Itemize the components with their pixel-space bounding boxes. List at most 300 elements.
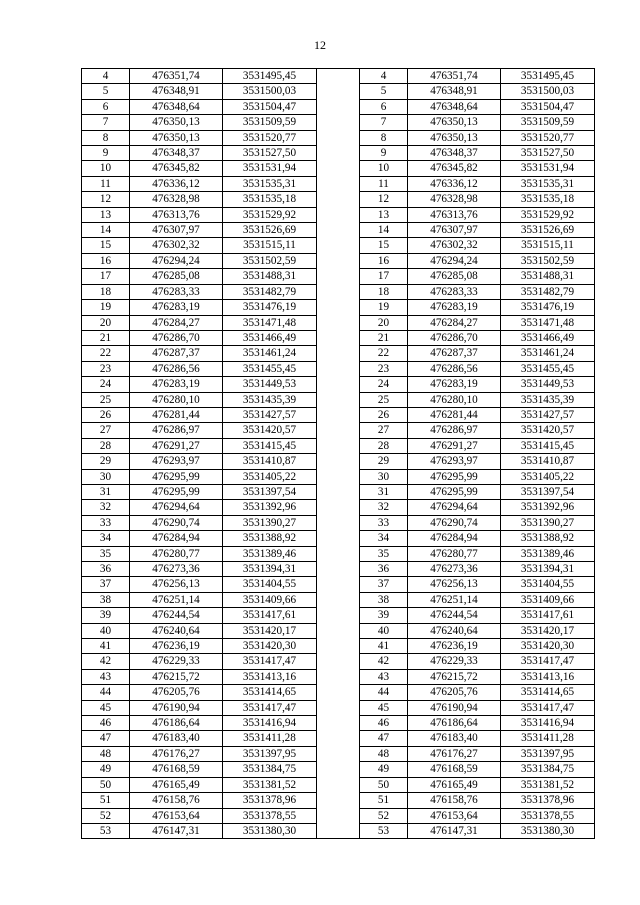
column-gap [317, 330, 360, 345]
left-x-coordinate-cell: 476280,10 [130, 392, 223, 407]
right-y-coordinate-cell: 3531380,30 [501, 823, 595, 838]
left-y-coordinate-cell: 3531405,22 [223, 469, 317, 484]
column-gap [317, 176, 360, 191]
table-row [82, 284, 595, 299]
left-x-coordinate-cell: 476281,44 [130, 407, 223, 422]
left-point-number-cell: 11 [82, 176, 130, 191]
left-point-number-cell: 16 [82, 253, 130, 268]
column-gap [317, 623, 360, 638]
right-x-coordinate-cell: 476147,31 [408, 823, 501, 838]
left-y-coordinate-cell: 3531527,50 [223, 146, 317, 161]
left-x-coordinate-cell: 476256,13 [130, 577, 223, 592]
right-x-coordinate-cell: 476283,33 [408, 284, 501, 299]
left-x-coordinate-cell: 476328,98 [130, 192, 223, 207]
left-x-coordinate-cell: 476153,64 [130, 808, 223, 823]
right-x-coordinate-cell: 476294,64 [408, 500, 501, 515]
left-point-number-cell: 20 [82, 315, 130, 330]
table-row [82, 515, 595, 530]
left-y-coordinate-cell: 3531416,94 [223, 716, 317, 731]
right-point-number-cell: 38 [360, 592, 408, 607]
right-y-coordinate-cell: 3531529,92 [501, 207, 595, 222]
left-x-coordinate-cell: 476302,32 [130, 238, 223, 253]
column-gap [317, 685, 360, 700]
column-gap [317, 84, 360, 99]
right-x-coordinate-cell: 476283,19 [408, 377, 501, 392]
left-point-number-cell: 29 [82, 454, 130, 469]
right-point-number-cell: 13 [360, 207, 408, 222]
right-point-number-cell: 30 [360, 469, 408, 484]
left-point-number-cell: 23 [82, 361, 130, 376]
left-x-coordinate-cell: 476284,27 [130, 315, 223, 330]
table-row [82, 716, 595, 731]
left-x-coordinate-cell: 476295,99 [130, 469, 223, 484]
table-row [82, 192, 595, 207]
left-x-coordinate-cell: 476190,94 [130, 700, 223, 715]
column-gap [317, 762, 360, 777]
left-y-coordinate-cell: 3531415,45 [223, 438, 317, 453]
column-gap [317, 592, 360, 607]
right-y-coordinate-cell: 3531410,87 [501, 454, 595, 469]
right-y-coordinate-cell: 3531378,96 [501, 793, 595, 808]
column-gap [317, 639, 360, 654]
right-x-coordinate-cell: 476287,37 [408, 346, 501, 361]
page-number: 12 [314, 38, 326, 52]
left-y-coordinate-cell: 3531414,65 [223, 685, 317, 700]
right-x-coordinate-cell: 476294,24 [408, 253, 501, 268]
column-gap [317, 192, 360, 207]
right-x-coordinate-cell: 476186,64 [408, 716, 501, 731]
right-x-coordinate-cell: 476251,14 [408, 592, 501, 607]
table-row [82, 315, 595, 330]
right-point-number-cell: 34 [360, 531, 408, 546]
column-gap [317, 207, 360, 222]
right-x-coordinate-cell: 476284,27 [408, 315, 501, 330]
left-y-coordinate-cell: 3531378,96 [223, 793, 317, 808]
right-x-coordinate-cell: 476236,19 [408, 639, 501, 654]
right-y-coordinate-cell: 3531461,24 [501, 346, 595, 361]
left-x-coordinate-cell: 476336,12 [130, 176, 223, 191]
right-y-coordinate-cell: 3531409,66 [501, 592, 595, 607]
right-x-coordinate-cell: 476350,13 [408, 115, 501, 130]
right-y-coordinate-cell: 3531420,17 [501, 623, 595, 638]
left-point-number-cell: 36 [82, 562, 130, 577]
left-y-coordinate-cell: 3531397,54 [223, 484, 317, 499]
left-y-coordinate-cell: 3531526,69 [223, 223, 317, 238]
right-y-coordinate-cell: 3531413,16 [501, 669, 595, 684]
right-y-coordinate-cell: 3531495,45 [501, 69, 595, 84]
right-y-coordinate-cell: 3531405,22 [501, 469, 595, 484]
right-y-coordinate-cell: 3531515,11 [501, 238, 595, 253]
left-point-number-cell: 6 [82, 99, 130, 114]
right-point-number-cell: 10 [360, 161, 408, 176]
table-row [82, 223, 595, 238]
right-y-coordinate-cell: 3531466,49 [501, 330, 595, 345]
left-point-number-cell: 18 [82, 284, 130, 299]
right-x-coordinate-cell: 476240,64 [408, 623, 501, 638]
left-y-coordinate-cell: 3531420,17 [223, 623, 317, 638]
right-x-coordinate-cell: 476348,64 [408, 99, 501, 114]
left-x-coordinate-cell: 476307,97 [130, 223, 223, 238]
right-x-coordinate-cell: 476244,54 [408, 608, 501, 623]
right-x-coordinate-cell: 476273,36 [408, 562, 501, 577]
left-point-number-cell: 31 [82, 484, 130, 499]
left-point-number-cell: 21 [82, 330, 130, 345]
left-point-number-cell: 53 [82, 823, 130, 838]
right-y-coordinate-cell: 3531504,47 [501, 99, 595, 114]
right-point-number-cell: 12 [360, 192, 408, 207]
left-x-coordinate-cell: 476165,49 [130, 777, 223, 792]
right-x-coordinate-cell: 476345,82 [408, 161, 501, 176]
left-point-number-cell: 12 [82, 192, 130, 207]
column-gap [317, 361, 360, 376]
right-y-coordinate-cell: 3531404,55 [501, 577, 595, 592]
right-y-coordinate-cell: 3531388,92 [501, 531, 595, 546]
right-point-number-cell: 47 [360, 731, 408, 746]
right-x-coordinate-cell: 476350,13 [408, 130, 501, 145]
table-row [82, 423, 595, 438]
right-point-number-cell: 26 [360, 407, 408, 422]
table-row [82, 146, 595, 161]
right-point-number-cell: 16 [360, 253, 408, 268]
right-point-number-cell: 43 [360, 669, 408, 684]
column-gap [317, 793, 360, 808]
left-y-coordinate-cell: 3531482,79 [223, 284, 317, 299]
right-y-coordinate-cell: 3531397,95 [501, 746, 595, 761]
column-gap [317, 438, 360, 453]
right-y-coordinate-cell: 3531417,47 [501, 700, 595, 715]
table-row [82, 330, 595, 345]
right-point-number-cell: 9 [360, 146, 408, 161]
right-x-coordinate-cell: 476348,91 [408, 84, 501, 99]
left-y-coordinate-cell: 3531529,92 [223, 207, 317, 222]
right-y-coordinate-cell: 3531417,47 [501, 654, 595, 669]
left-point-number-cell: 27 [82, 423, 130, 438]
left-x-coordinate-cell: 476251,14 [130, 592, 223, 607]
column-gap [317, 716, 360, 731]
column-gap [317, 223, 360, 238]
left-point-number-cell: 43 [82, 669, 130, 684]
left-x-coordinate-cell: 476283,19 [130, 377, 223, 392]
right-y-coordinate-cell: 3531476,19 [501, 300, 595, 315]
right-point-number-cell: 40 [360, 623, 408, 638]
right-point-number-cell: 42 [360, 654, 408, 669]
table-row [82, 130, 595, 145]
right-point-number-cell: 50 [360, 777, 408, 792]
left-point-number-cell: 22 [82, 346, 130, 361]
right-x-coordinate-cell: 476313,76 [408, 207, 501, 222]
right-point-number-cell: 19 [360, 300, 408, 315]
left-y-coordinate-cell: 3531476,19 [223, 300, 317, 315]
right-x-coordinate-cell: 476328,98 [408, 192, 501, 207]
left-x-coordinate-cell: 476313,76 [130, 207, 223, 222]
left-x-coordinate-cell: 476293,97 [130, 454, 223, 469]
right-y-coordinate-cell: 3531414,65 [501, 685, 595, 700]
right-point-number-cell: 45 [360, 700, 408, 715]
left-y-coordinate-cell: 3531495,45 [223, 69, 317, 84]
left-x-coordinate-cell: 476215,72 [130, 669, 223, 684]
column-gap [317, 608, 360, 623]
column-gap [317, 130, 360, 145]
right-y-coordinate-cell: 3531520,77 [501, 130, 595, 145]
left-x-coordinate-cell: 476176,27 [130, 746, 223, 761]
left-x-coordinate-cell: 476147,31 [130, 823, 223, 838]
left-y-coordinate-cell: 3531455,45 [223, 361, 317, 376]
right-x-coordinate-cell: 476153,64 [408, 808, 501, 823]
column-gap [317, 562, 360, 577]
right-y-coordinate-cell: 3531394,31 [501, 562, 595, 577]
table-row [82, 762, 595, 777]
left-x-coordinate-cell: 476240,64 [130, 623, 223, 638]
left-x-coordinate-cell: 476290,74 [130, 515, 223, 530]
left-point-number-cell: 26 [82, 407, 130, 422]
right-y-coordinate-cell: 3531411,28 [501, 731, 595, 746]
table-row [82, 777, 595, 792]
right-y-coordinate-cell: 3531455,45 [501, 361, 595, 376]
left-x-coordinate-cell: 476284,94 [130, 531, 223, 546]
left-point-number-cell: 51 [82, 793, 130, 808]
column-gap [317, 346, 360, 361]
column-gap [317, 700, 360, 715]
left-y-coordinate-cell: 3531404,55 [223, 577, 317, 592]
right-x-coordinate-cell: 476190,94 [408, 700, 501, 715]
column-gap [317, 808, 360, 823]
right-y-coordinate-cell: 3531415,45 [501, 438, 595, 453]
right-point-number-cell: 22 [360, 346, 408, 361]
right-point-number-cell: 5 [360, 84, 408, 99]
right-y-coordinate-cell: 3531397,54 [501, 484, 595, 499]
right-y-coordinate-cell: 3531509,59 [501, 115, 595, 130]
left-y-coordinate-cell: 3531531,94 [223, 161, 317, 176]
table-row [82, 562, 595, 577]
table-row [82, 99, 595, 114]
left-x-coordinate-cell: 476183,40 [130, 731, 223, 746]
left-point-number-cell: 9 [82, 146, 130, 161]
table-row [82, 546, 595, 561]
column-gap [317, 146, 360, 161]
table-row [82, 392, 595, 407]
left-y-coordinate-cell: 3531413,16 [223, 669, 317, 684]
left-x-coordinate-cell: 476285,08 [130, 269, 223, 284]
column-gap [317, 777, 360, 792]
column-gap [317, 469, 360, 484]
left-y-coordinate-cell: 3531420,30 [223, 639, 317, 654]
table-row [82, 454, 595, 469]
right-x-coordinate-cell: 476307,97 [408, 223, 501, 238]
table-row [82, 700, 595, 715]
right-point-number-cell: 18 [360, 284, 408, 299]
table-row [82, 300, 595, 315]
left-x-coordinate-cell: 476345,82 [130, 161, 223, 176]
table-row [82, 623, 595, 638]
left-y-coordinate-cell: 3531500,03 [223, 84, 317, 99]
right-point-number-cell: 46 [360, 716, 408, 731]
table-row [82, 377, 595, 392]
left-point-number-cell: 40 [82, 623, 130, 638]
table-row [82, 685, 595, 700]
table-row [82, 639, 595, 654]
left-y-coordinate-cell: 3531535,18 [223, 192, 317, 207]
left-point-number-cell: 39 [82, 608, 130, 623]
column-gap [317, 315, 360, 330]
left-point-number-cell: 45 [82, 700, 130, 715]
right-x-coordinate-cell: 476215,72 [408, 669, 501, 684]
right-point-number-cell: 4 [360, 69, 408, 84]
right-point-number-cell: 20 [360, 315, 408, 330]
column-gap [317, 392, 360, 407]
left-point-number-cell: 32 [82, 500, 130, 515]
column-gap [317, 115, 360, 130]
right-y-coordinate-cell: 3531435,39 [501, 392, 595, 407]
left-point-number-cell: 8 [82, 130, 130, 145]
right-x-coordinate-cell: 476286,56 [408, 361, 501, 376]
left-y-coordinate-cell: 3531411,28 [223, 731, 317, 746]
column-gap [317, 269, 360, 284]
left-point-number-cell: 49 [82, 762, 130, 777]
left-point-number-cell: 5 [82, 84, 130, 99]
column-gap [317, 484, 360, 499]
right-y-coordinate-cell: 3531535,31 [501, 176, 595, 191]
table-row [82, 161, 595, 176]
right-x-coordinate-cell: 476183,40 [408, 731, 501, 746]
left-point-number-cell: 30 [82, 469, 130, 484]
right-point-number-cell: 11 [360, 176, 408, 191]
left-x-coordinate-cell: 476273,36 [130, 562, 223, 577]
right-y-coordinate-cell: 3531449,53 [501, 377, 595, 392]
table-row [82, 608, 595, 623]
left-y-coordinate-cell: 3531392,96 [223, 500, 317, 515]
column-gap [317, 377, 360, 392]
right-point-number-cell: 51 [360, 793, 408, 808]
left-point-number-cell: 19 [82, 300, 130, 315]
column-gap [317, 746, 360, 761]
right-point-number-cell: 32 [360, 500, 408, 515]
right-point-number-cell: 24 [360, 377, 408, 392]
table-row [82, 500, 595, 515]
right-point-number-cell: 31 [360, 484, 408, 499]
left-point-number-cell: 37 [82, 577, 130, 592]
right-point-number-cell: 6 [360, 99, 408, 114]
right-y-coordinate-cell: 3531482,79 [501, 284, 595, 299]
column-gap [317, 731, 360, 746]
left-point-number-cell: 28 [82, 438, 130, 453]
right-x-coordinate-cell: 476348,37 [408, 146, 501, 161]
right-x-coordinate-cell: 476165,49 [408, 777, 501, 792]
left-y-coordinate-cell: 3531384,75 [223, 762, 317, 777]
left-x-coordinate-cell: 476280,77 [130, 546, 223, 561]
left-point-number-cell: 15 [82, 238, 130, 253]
left-x-coordinate-cell: 476348,37 [130, 146, 223, 161]
right-point-number-cell: 36 [360, 562, 408, 577]
left-x-coordinate-cell: 476229,33 [130, 654, 223, 669]
left-x-coordinate-cell: 476348,64 [130, 99, 223, 114]
right-y-coordinate-cell: 3531488,31 [501, 269, 595, 284]
column-gap [317, 238, 360, 253]
left-point-number-cell: 10 [82, 161, 130, 176]
table-row [82, 808, 595, 823]
right-point-number-cell: 27 [360, 423, 408, 438]
table-row [82, 484, 595, 499]
column-gap [317, 546, 360, 561]
right-x-coordinate-cell: 476176,27 [408, 746, 501, 761]
left-y-coordinate-cell: 3531520,77 [223, 130, 317, 145]
table-row [82, 592, 595, 607]
right-y-coordinate-cell: 3531389,46 [501, 546, 595, 561]
table-row [82, 238, 595, 253]
right-x-coordinate-cell: 476290,74 [408, 515, 501, 530]
right-point-number-cell: 21 [360, 330, 408, 345]
right-point-number-cell: 15 [360, 238, 408, 253]
column-gap [317, 531, 360, 546]
left-point-number-cell: 14 [82, 223, 130, 238]
right-point-number-cell: 44 [360, 685, 408, 700]
right-x-coordinate-cell: 476283,19 [408, 300, 501, 315]
table-row [82, 207, 595, 222]
left-y-coordinate-cell: 3531488,31 [223, 269, 317, 284]
left-x-coordinate-cell: 476294,64 [130, 500, 223, 515]
right-x-coordinate-cell: 476291,27 [408, 438, 501, 453]
left-y-coordinate-cell: 3531388,92 [223, 531, 317, 546]
right-point-number-cell: 25 [360, 392, 408, 407]
right-point-number-cell: 39 [360, 608, 408, 623]
right-point-number-cell: 41 [360, 639, 408, 654]
table-row [82, 469, 595, 484]
right-x-coordinate-cell: 476293,97 [408, 454, 501, 469]
left-x-coordinate-cell: 476295,99 [130, 484, 223, 499]
left-x-coordinate-cell: 476236,19 [130, 639, 223, 654]
right-x-coordinate-cell: 476168,59 [408, 762, 501, 777]
left-x-coordinate-cell: 476287,37 [130, 346, 223, 361]
table-row [82, 731, 595, 746]
right-y-coordinate-cell: 3531502,59 [501, 253, 595, 268]
right-x-coordinate-cell: 476286,70 [408, 330, 501, 345]
right-y-coordinate-cell: 3531384,75 [501, 762, 595, 777]
left-point-number-cell: 48 [82, 746, 130, 761]
left-y-coordinate-cell: 3531381,52 [223, 777, 317, 792]
right-x-coordinate-cell: 476302,32 [408, 238, 501, 253]
left-x-coordinate-cell: 476205,76 [130, 685, 223, 700]
left-point-number-cell: 52 [82, 808, 130, 823]
left-y-coordinate-cell: 3531471,48 [223, 315, 317, 330]
right-point-number-cell: 35 [360, 546, 408, 561]
right-y-coordinate-cell: 3531531,94 [501, 161, 595, 176]
column-gap [317, 69, 360, 84]
left-point-number-cell: 13 [82, 207, 130, 222]
left-y-coordinate-cell: 3531389,46 [223, 546, 317, 561]
left-point-number-cell: 33 [82, 515, 130, 530]
column-gap [317, 300, 360, 315]
right-point-number-cell: 52 [360, 808, 408, 823]
left-point-number-cell: 4 [82, 69, 130, 84]
right-y-coordinate-cell: 3531500,03 [501, 84, 595, 99]
right-point-number-cell: 49 [360, 762, 408, 777]
table-row [82, 69, 595, 84]
left-point-number-cell: 46 [82, 716, 130, 731]
right-y-coordinate-cell: 3531526,69 [501, 223, 595, 238]
left-y-coordinate-cell: 3531535,31 [223, 176, 317, 191]
right-y-coordinate-cell: 3531381,52 [501, 777, 595, 792]
left-y-coordinate-cell: 3531461,24 [223, 346, 317, 361]
left-x-coordinate-cell: 476350,13 [130, 130, 223, 145]
right-point-number-cell: 29 [360, 454, 408, 469]
right-x-coordinate-cell: 476295,99 [408, 469, 501, 484]
column-gap [317, 407, 360, 422]
left-point-number-cell: 35 [82, 546, 130, 561]
right-x-coordinate-cell: 476280,10 [408, 392, 501, 407]
table-row [82, 823, 595, 838]
left-x-coordinate-cell: 476286,70 [130, 330, 223, 345]
right-point-number-cell: 37 [360, 577, 408, 592]
left-x-coordinate-cell: 476291,27 [130, 438, 223, 453]
